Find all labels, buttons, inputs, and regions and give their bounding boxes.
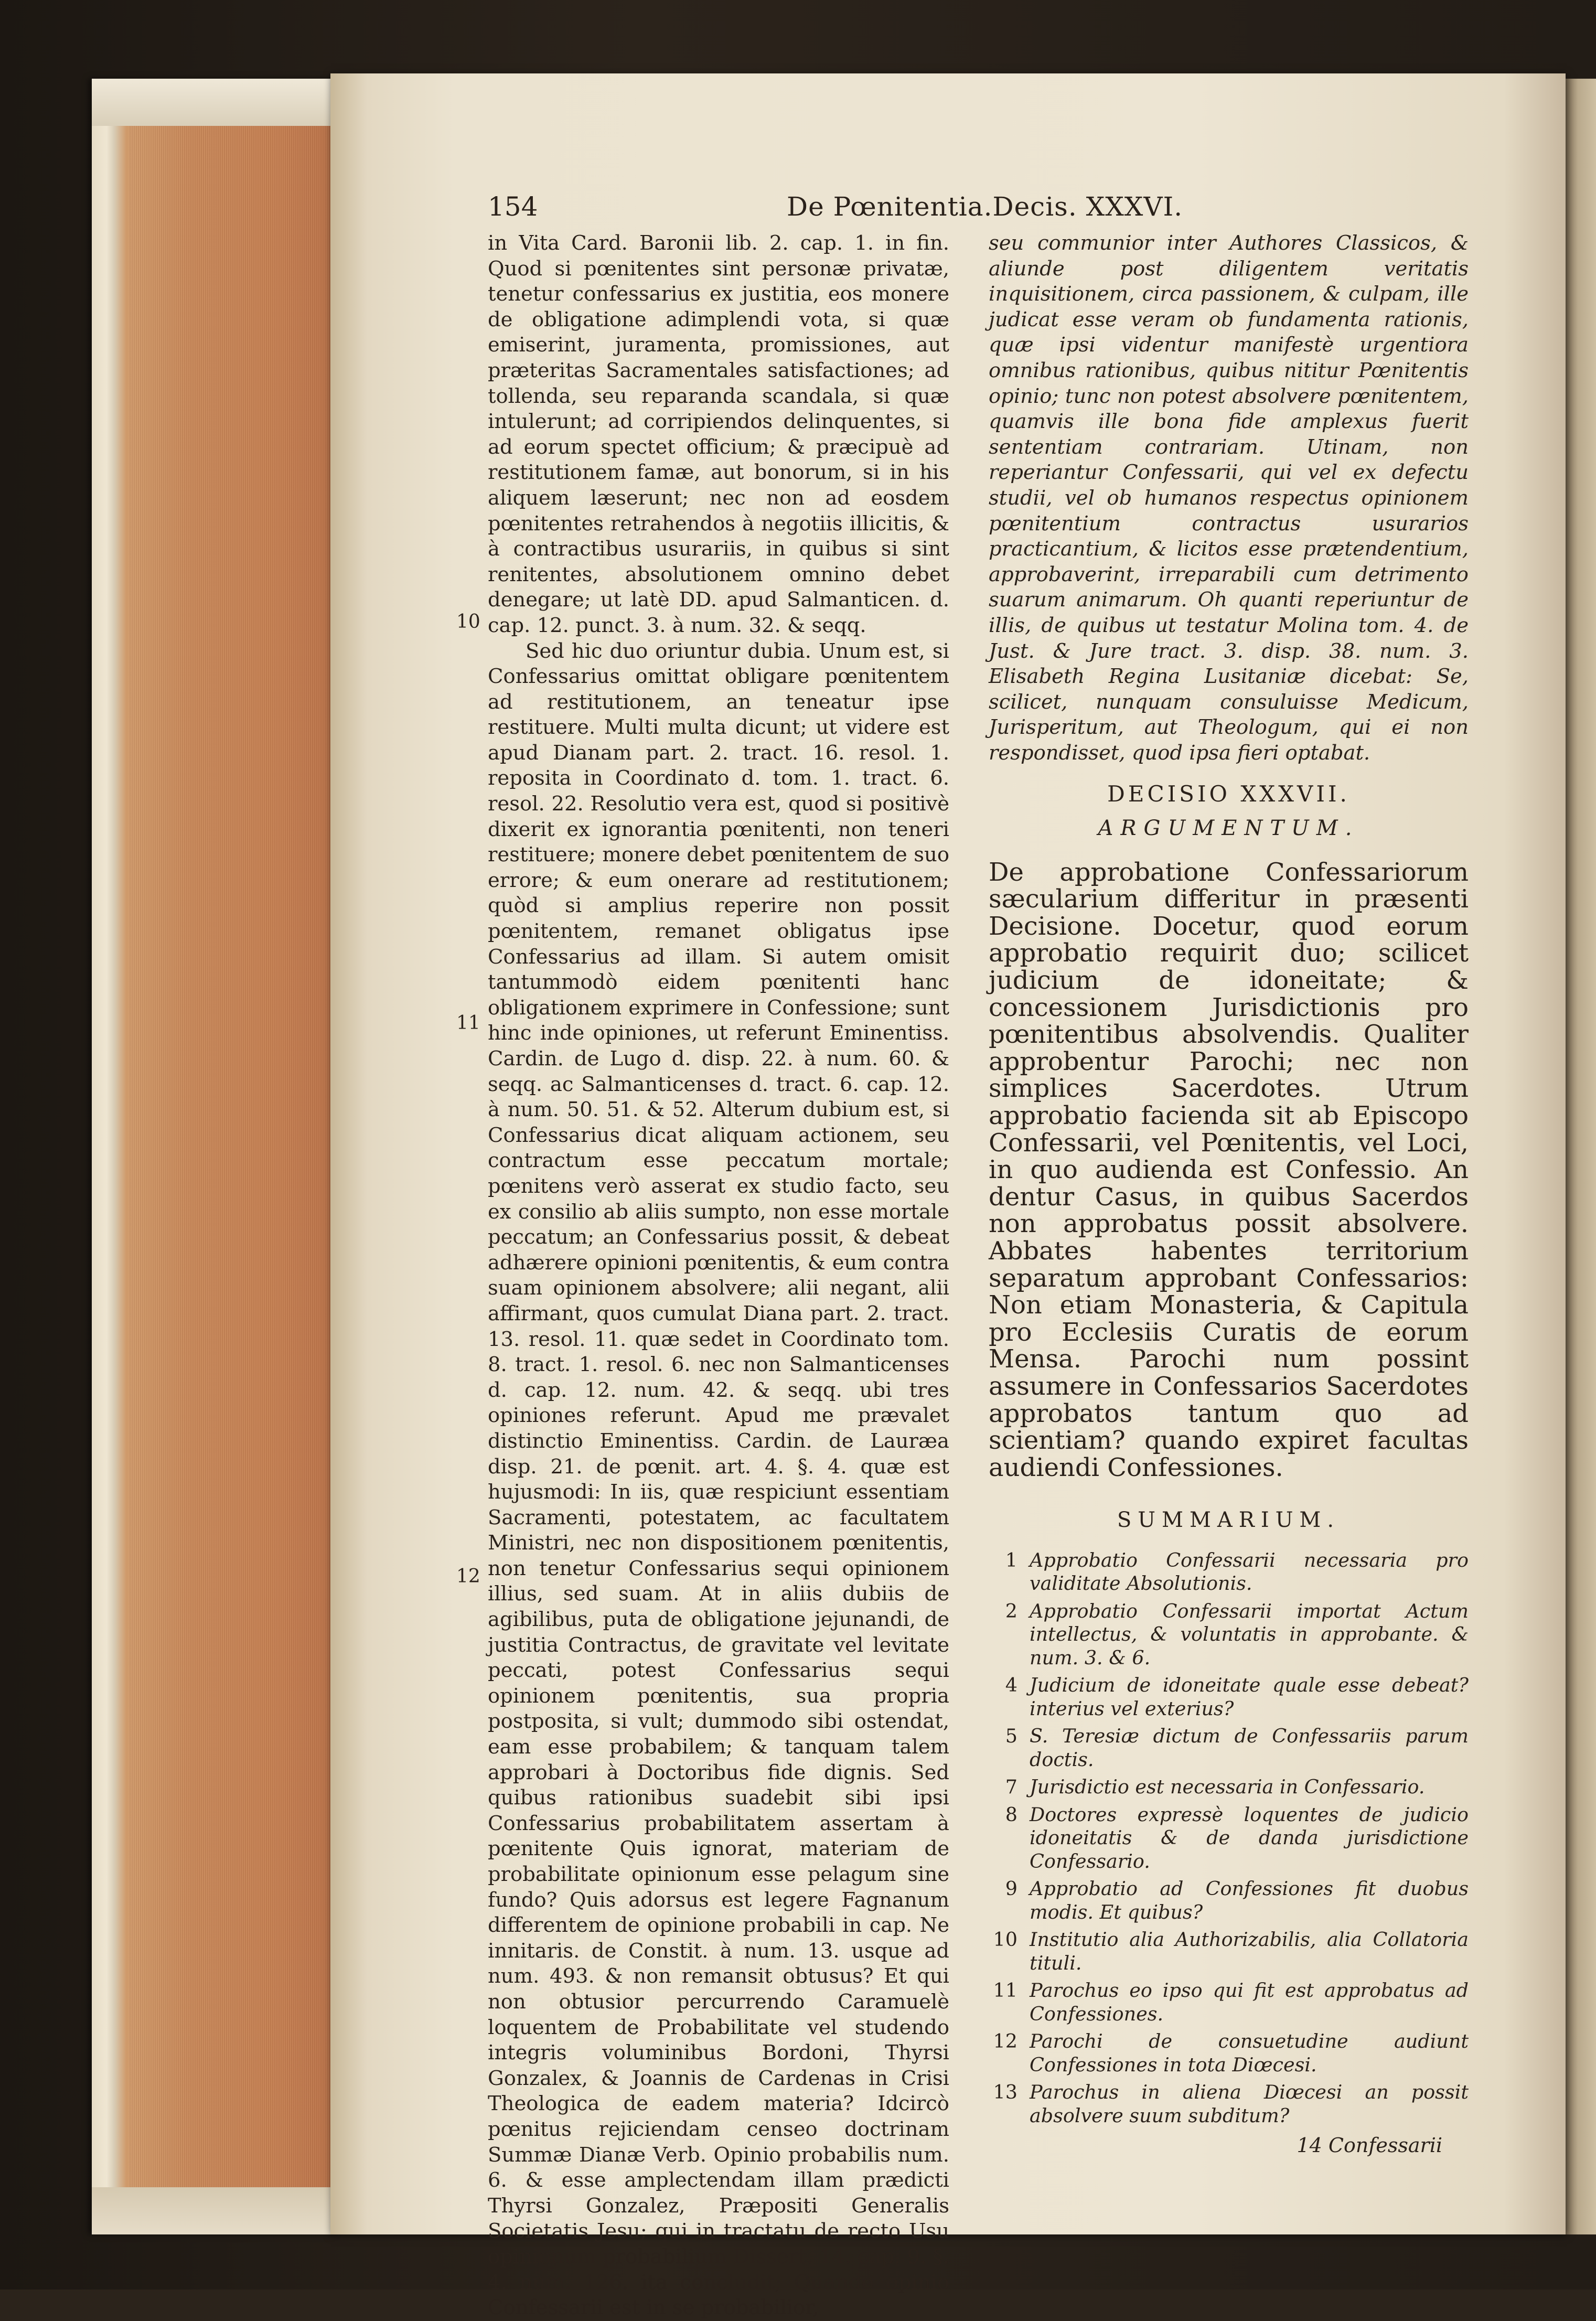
summarium-item-text: S. Teresiæ dictum de Confessariis parum doctis. <box>1030 1725 1469 1771</box>
summarium-item-number: 10 <box>993 1928 1017 1951</box>
paragraph: Sed hic duo oriuntur dubia. Unum est, si Confessarius omittat obligare pœnitentem ad restitutionem, an teneatur ipse restituere. Multi multa dicunt; ut videre est apud Dianam part. 2. tract. 16. resol. 1. reposita in Coordinato d. tom. 1. tract. 6. resol. 22. Resolutio vera est, quod si positivè dixerit ex ignorantia pœnitenti, non teneri restituere; monere debet pœnitentem de suo errore; & eum onerare ad restitutionem; quòd si amplius reperire non possit pœnitentem, remanet obligatus ipse Confessarius ad illam. Si autem omisit tantummodò eidem pœnitenti hanc obligationem exprimere in Confessione; sunt hinc inde opiniones, ut referunt Eminentiss. Cardin. de Lugo d. disp. 22. à num. 60. & seqq. ac Salmanticenses d. tract. 6. cap. 12. à num. 50. 51. & 52. Alterum dubium est, si Confessarius dicat aliquam actionem, seu contractum esse peccatum mortale; pœnitens verò asserat ex studio facto, seu ex consilio ab aliis sumpto, non esse mortale peccatum; an Confessarius possit, & debeat adhærere opinioni pœnitentis, & eum contra suam opinionem absolvere; alii negant, alii affirmant, quos cumulat Diana part. 2. tract. 13. resol. 11. quæ sedet in Coordinato tom. 8. tract. 1. resol. 6. nec non Salmanticenses d. cap. 12. num. 42. & seqq. ubi tres opiniones referunt. Apud me prævalet distinctio Eminentiss. Cardin. de Lauræa disp. 21. de pœnit. art. 4. §. 4. quæ est hujusmodi: In iis, quæ respiciunt essentiam Sacramenti, potestatem, ac facultatem Ministri, nec non dispositionem pœnitentis, non tenetur Confessarius sequi opinionem illius, sed suam. At in aliis dubiis de agibilibus, puta de obligatione jejunandi, de justitia Contractus, de gravitate vel levitate peccati, potest Confessarius sequi opinionem pœnitentis, sua propria postposita, si vult; dummodo sibi ostendat, eam esse probabilem; & tanquam talem approbari à Doctoribus fide dignis. Sed quibus rationibus suadebit sibi ipsi Confessarius probabilitatem assertam à pœnitente Quis ignorat, materiam de probabilitate opinionum esse pelagum sine fundo? Quis adorsus est legere Fagnanum differentem de opinione probabili in cap. Ne innitaris. de Constit. à num. 13. usque ad num. 493. & non remansit obtusus? Et qui non obtusior percurrendo Caramuelè loquentem de Probabilitate vel studendo integris voluminibus Bordoni, Thyrsi Gonzalex, & Joannis de Cardenas in Crisi Theologica de eadem materia? Idcircò pœnitus rejiciendam censeo doctrinam Summæ Dianæ Verb. Opinio probabilis num. 6. & esse amplectendam illam prædicti Thyrsi Gonzalez, Præpositi Generalis Societatis Jesu; qui in tractatu de recto Usu opinionum probabilium Dissert. 14. cap. 9. §. 4. num. 126. ita concludit; Quando opinio Confessarii est in se probabilior, <box>488 639 949 2320</box>
argumentum-text: De approbatione Confessariorum sæcularium differitur in præsenti Decisione. Docetur, quod eorum approbatio requirit duo; scilicet judicium de idoneitate; & concessionem Jurisdictionis pro pœnitentibus absolvendis. Qualiter approbentur Parochi; nec non simplices Sacerdotes. Utrum approbatio facienda sit ab Episcopo Confessarii, vel Pœnitentis, vel Loci, in quo audienda est Confessio. An dentur Casus, in quibus Sacerdos non approbatus possit absolvere. Abbates habentes territorium separatum approbant Confessarios: Non etiam Monasteria, & Capitula pro Ecclesiis Curatis de eorum Mensa. Parochi num possint assumere in Confessarios Sacerdotes approbatos tantum quo ad scientiam? quando expiret facultas audiendi Confessiones. <box>989 857 1469 1482</box>
margin-number: 10 <box>456 611 480 633</box>
argumentum-heading: ARGUMENTUM. <box>1098 816 1359 841</box>
continuation-paragraph: seu communior inter Authores Classicos, & aliunde post diligentem veritatis inquisitionem, circa passionem, & culpam, ille judicat esse veram ob fundamenta rationis, quæ ipsi videntur manifestè urgentiora omnibus rationibus, quibus nititur Pœnitentis opinio; tunc non potest absolvere pœnitentem, quamvis ille bona fide amplexus fuerit sententiam contrariam. Utinam, non reperiantur Confessarii, qui vel ex defectu studii, vel ob humanos respectus opinionem pœnitentium contractus usurarios practicantium, & licitos esse prætendentium, approbaverint, irreparabili cum detrimento suarum animarum. Oh quanti reperiuntur de illis, de quibus ut testatur Molina tom. 4. de Just. & Jure tract. 3. disp. 38. num. 3. Elisabeth Regina Lusitaniæ dicebat: Se, scilicet, nunquam consuluisse Medicum, Jurisperitum, aut Theologum, qui ei non respondisset, quod ipsa fieri optabat. <box>989 231 1469 765</box>
summarium-item-number: 12 <box>993 2030 1017 2053</box>
summarium-item-text: Doctores expressè loquentes de judicio idoneitatis & de danda jurisdictione Confessario. <box>1030 1803 1469 1873</box>
summarium-item-text: Parochus eo ipso qui fit est approbatus ad Confessiones. <box>1030 1979 1469 2025</box>
summarium-item-text: Approbatio Confessarii importat Actum intellectus, & voluntatis in approbante. & num. 3. & 6. <box>1030 1599 1469 1669</box>
summarium-item-number: 5 <box>1005 1725 1017 1748</box>
facing-page-edge <box>1566 79 1596 2234</box>
decisio-heading: DECISIO XXXVII. <box>1107 781 1350 807</box>
left-column <box>488 231 949 2321</box>
summarium-list <box>989 1549 1469 2128</box>
summarium-item-text: Approbatio ad Confessiones fit duobus modis. Et quibus? <box>1030 1877 1469 1923</box>
catchword: 14 Confessarii <box>1297 2134 1442 2157</box>
summarium-item-text: Judicium de idoneitate quale esse debeat? interius vel exterius? <box>1030 1674 1469 1720</box>
summarium-item-text: Approbatio Confessarii necessaria pro validitate Absolutionis. <box>1030 1548 1469 1595</box>
summarium-item-text: Jurisdictio est necessaria in Confessario. <box>1030 1775 1425 1799</box>
summarium-item <box>989 1775 1469 1799</box>
summarium-item <box>989 1979 1469 2026</box>
summarium-item-text: Institutio alia Authorizabilis, alia Collatoria tituli. <box>1030 1928 1469 1974</box>
margin-number: 12 <box>456 1566 480 1587</box>
summarium-item-number: 1 <box>1005 1548 1017 1571</box>
summarium-item <box>989 1928 1469 1975</box>
summarium-item <box>989 2030 1469 2077</box>
right-column <box>989 231 1469 2158</box>
page-number: 154 <box>488 191 538 222</box>
summarium-item-number: 9 <box>1005 1877 1017 1900</box>
book-block-bottom <box>92 2187 338 2234</box>
summarium-item <box>989 1725 1469 1771</box>
summarium-item <box>989 1600 1469 1670</box>
summarium-heading: SUMMARIUM. <box>1117 1508 1341 1533</box>
summarium-item-number: 8 <box>1005 1803 1017 1826</box>
summarium-item <box>989 1877 1469 1924</box>
running-head <box>488 191 1474 223</box>
paragraph: in Vita Card. Baronii lib. 2. cap. 1. in fin. Quod si pœnitentes sint personæ privatæ, tenetur confessarius ex justitia, eos monere de obligatione adimplendi vota, si quæ emiserint, juramenta, promissiones, aut præteritas Sacramentales satisfactiones; ad tollenda, seu reparanda scandala, si quæ intulerunt; ad corripiendos delinquentes, si ad eorum spectet officium; & præcipuè ad restitutionem famæ, aut bonorum, si in his aliquem læserunt; nec non ad eosdem pœnitentes retrahendos à negotiis illicitis, & à contractibus usurariis, in quibus si sint renitentes, absolutionem omnino debet denegare; ut latè DD. apud Salmanticen. d. cap. 12. punct. 3. à num. 32. & seqq. <box>488 231 949 637</box>
margin-number: 11 <box>456 1012 480 1034</box>
summarium-item-number: 13 <box>993 2081 1017 2104</box>
running-title: De Pœnitentia.Decis. XXXVI. <box>787 191 1183 222</box>
summarium-item-number: 2 <box>1005 1599 1017 1622</box>
summarium-item <box>989 1803 1469 1874</box>
summarium-item-number: 11 <box>993 1979 1017 2002</box>
book-page-edges <box>92 79 338 2234</box>
book-block-top <box>92 79 338 126</box>
summarium-item-text: Parochi de consuetudine audiunt Confessiones in tota Diœcesi. <box>1030 2030 1469 2076</box>
summarium-item <box>989 1674 1469 1720</box>
summarium-item-text: Parochus in aliena Diœcesi an possit absolvere suum subditum? <box>1030 2081 1469 2127</box>
summarium-item-number: 7 <box>1005 1775 1017 1799</box>
summarium-item-number: 4 <box>1005 1674 1017 1697</box>
summarium-item <box>989 1549 1469 1596</box>
summarium-item <box>989 2081 1469 2127</box>
